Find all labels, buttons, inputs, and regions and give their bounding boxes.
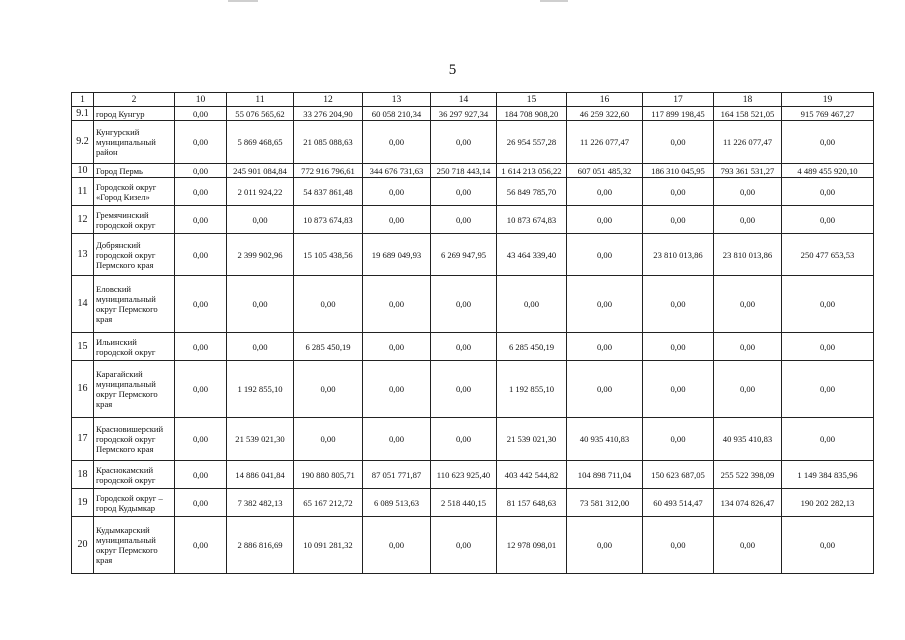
amount-cell: 15 105 438,56 <box>294 234 363 276</box>
amount-cell: 793 361 531,27 <box>714 164 782 178</box>
amount-cell: 0,00 <box>567 517 643 574</box>
page-number: 5 <box>448 62 457 78</box>
amount-cell: 0,00 <box>643 333 714 361</box>
amount-cell: 0,00 <box>175 164 227 178</box>
amount-cell: 6 285 450,19 <box>497 333 567 361</box>
table-row <box>72 517 874 574</box>
amount-cell: 150 623 687,05 <box>643 461 714 489</box>
amount-cell: 54 837 861,48 <box>294 178 363 206</box>
municipality-name-cell: Городской округ – город Кудымкар <box>94 489 175 517</box>
amount-cell: 772 916 796,61 <box>294 164 363 178</box>
amount-cell: 0,00 <box>643 121 714 164</box>
table-row <box>72 107 874 121</box>
column-header: 19 <box>782 93 874 107</box>
amount-cell: 0,00 <box>782 418 874 461</box>
amount-cell: 255 522 398,09 <box>714 461 782 489</box>
amount-cell: 1 614 213 056,22 <box>497 164 567 178</box>
amount-cell: 117 899 198,45 <box>643 107 714 121</box>
amount-cell: 6 089 513,63 <box>363 489 431 517</box>
amount-cell: 0,00 <box>782 333 874 361</box>
amount-cell: 0,00 <box>643 418 714 461</box>
municipality-name-cell: Добрянский городской округ Пермского края <box>94 234 175 276</box>
amount-cell: 0,00 <box>431 276 497 333</box>
row-number-cell: 16 <box>72 361 94 418</box>
amount-cell: 0,00 <box>175 361 227 418</box>
amount-cell: 0,00 <box>567 234 643 276</box>
amount-cell: 0,00 <box>175 461 227 489</box>
row-number-cell: 9.2 <box>72 121 94 164</box>
municipality-name-cell: Кудымкарский муниципальный округ Пермского края <box>94 517 175 574</box>
amount-cell: 186 310 045,95 <box>643 164 714 178</box>
row-number-cell: 20 <box>72 517 94 574</box>
amount-cell: 0,00 <box>363 178 431 206</box>
column-header: 15 <box>497 93 567 107</box>
amount-cell: 21 539 021,30 <box>497 418 567 461</box>
municipality-name-cell: Гремячинский городской округ <box>94 206 175 234</box>
amount-cell: 0,00 <box>363 361 431 418</box>
amount-cell: 0,00 <box>431 361 497 418</box>
table-row <box>72 178 874 206</box>
municipality-name-cell: Краснокамский городской округ <box>94 461 175 489</box>
amount-cell: 19 689 049,93 <box>363 234 431 276</box>
amount-cell: 0,00 <box>714 517 782 574</box>
amount-cell: 0,00 <box>567 276 643 333</box>
amount-cell: 0,00 <box>567 361 643 418</box>
amount-cell: 43 464 339,40 <box>497 234 567 276</box>
amount-cell: 0,00 <box>643 178 714 206</box>
amount-cell: 40 935 410,83 <box>567 418 643 461</box>
table-row <box>72 418 874 461</box>
amount-cell: 0,00 <box>782 517 874 574</box>
amount-cell: 4 489 455 920,10 <box>782 164 874 178</box>
amount-cell: 12 978 098,01 <box>497 517 567 574</box>
budget-table <box>71 92 874 574</box>
table-row <box>72 461 874 489</box>
amount-cell: 0,00 <box>643 206 714 234</box>
amount-cell: 0,00 <box>567 206 643 234</box>
amount-cell: 0,00 <box>714 361 782 418</box>
amount-cell: 250 718 443,14 <box>431 164 497 178</box>
amount-cell: 0,00 <box>643 361 714 418</box>
amount-cell: 0,00 <box>363 418 431 461</box>
amount-cell: 0,00 <box>431 206 497 234</box>
column-header: 14 <box>431 93 497 107</box>
amount-cell: 56 849 785,70 <box>497 178 567 206</box>
municipality-name-cell: Еловский муниципальный округ Пермского края <box>94 276 175 333</box>
amount-cell: 2 399 902,96 <box>227 234 294 276</box>
row-number-cell: 18 <box>72 461 94 489</box>
row-number-cell: 15 <box>72 333 94 361</box>
amount-cell: 0,00 <box>175 121 227 164</box>
amount-cell: 0,00 <box>227 276 294 333</box>
amount-cell: 0,00 <box>363 276 431 333</box>
column-header: 16 <box>567 93 643 107</box>
amount-cell: 190 880 805,71 <box>294 461 363 489</box>
amount-cell: 55 076 565,62 <box>227 107 294 121</box>
amount-cell: 0,00 <box>175 489 227 517</box>
amount-cell: 33 276 204,90 <box>294 107 363 121</box>
amount-cell: 0,00 <box>294 276 363 333</box>
table-row <box>72 121 874 164</box>
amount-cell: 11 226 077,47 <box>567 121 643 164</box>
amount-cell: 65 167 212,72 <box>294 489 363 517</box>
amount-cell: 0,00 <box>714 178 782 206</box>
amount-cell: 6 269 947,95 <box>431 234 497 276</box>
column-header: 18 <box>714 93 782 107</box>
column-header: 12 <box>294 93 363 107</box>
amount-cell: 110 623 925,40 <box>431 461 497 489</box>
amount-cell: 1 149 384 835,96 <box>782 461 874 489</box>
amount-cell: 0,00 <box>782 178 874 206</box>
column-header: 11 <box>227 93 294 107</box>
column-header: 1 <box>72 93 94 107</box>
amount-cell: 60 493 514,47 <box>643 489 714 517</box>
amount-cell: 46 259 322,60 <box>567 107 643 121</box>
amount-cell: 0,00 <box>643 276 714 333</box>
amount-cell: 0,00 <box>782 121 874 164</box>
amount-cell: 73 581 312,00 <box>567 489 643 517</box>
amount-cell: 245 901 084,84 <box>227 164 294 178</box>
row-number-cell: 17 <box>72 418 94 461</box>
amount-cell: 0,00 <box>175 517 227 574</box>
row-number-cell: 12 <box>72 206 94 234</box>
column-header: 13 <box>363 93 431 107</box>
amount-cell: 0,00 <box>363 121 431 164</box>
amount-cell: 0,00 <box>175 178 227 206</box>
amount-cell: 0,00 <box>782 276 874 333</box>
amount-cell: 0,00 <box>431 178 497 206</box>
amount-cell: 184 708 908,20 <box>497 107 567 121</box>
amount-cell: 23 810 013,86 <box>643 234 714 276</box>
amount-cell: 0,00 <box>567 333 643 361</box>
amount-cell: 7 382 482,13 <box>227 489 294 517</box>
table-row <box>72 206 874 234</box>
municipality-name-cell: Карагайский муниципальный округ Пермского края <box>94 361 175 418</box>
amount-cell: 2 886 816,69 <box>227 517 294 574</box>
amount-cell: 0,00 <box>782 206 874 234</box>
amount-cell: 0,00 <box>175 206 227 234</box>
amount-cell: 21 539 021,30 <box>227 418 294 461</box>
amount-cell: 0,00 <box>363 517 431 574</box>
amount-cell: 0,00 <box>363 333 431 361</box>
row-number-cell: 13 <box>72 234 94 276</box>
amount-cell: 0,00 <box>175 276 227 333</box>
amount-cell: 40 935 410,83 <box>714 418 782 461</box>
amount-cell: 0,00 <box>294 418 363 461</box>
table-row <box>72 333 874 361</box>
amount-cell: 0,00 <box>175 234 227 276</box>
column-header: 2 <box>94 93 175 107</box>
municipality-name-cell: город Кунгур <box>94 107 175 121</box>
scan-edge-mark-left <box>228 0 258 2</box>
amount-cell: 0,00 <box>431 418 497 461</box>
amount-cell: 36 297 927,34 <box>431 107 497 121</box>
amount-cell: 11 226 077,47 <box>714 121 782 164</box>
amount-cell: 0,00 <box>567 178 643 206</box>
amount-cell: 21 085 088,63 <box>294 121 363 164</box>
amount-cell: 0,00 <box>431 517 497 574</box>
amount-cell: 0,00 <box>175 333 227 361</box>
amount-cell: 6 285 450,19 <box>294 333 363 361</box>
amount-cell: 0,00 <box>175 418 227 461</box>
amount-cell: 0,00 <box>497 276 567 333</box>
amount-cell: 0,00 <box>363 206 431 234</box>
amount-cell: 0,00 <box>227 206 294 234</box>
row-number-cell: 14 <box>72 276 94 333</box>
amount-cell: 10 091 281,32 <box>294 517 363 574</box>
amount-cell: 915 769 467,27 <box>782 107 874 121</box>
amount-cell: 23 810 013,86 <box>714 234 782 276</box>
amount-cell: 0,00 <box>782 361 874 418</box>
table-row <box>72 276 874 333</box>
header-row <box>72 93 874 107</box>
amount-cell: 0,00 <box>227 333 294 361</box>
amount-cell: 5 869 468,65 <box>227 121 294 164</box>
amount-cell: 0,00 <box>431 121 497 164</box>
amount-cell: 0,00 <box>714 276 782 333</box>
amount-cell: 403 442 544,82 <box>497 461 567 489</box>
municipality-name-cell: Городской округ «Город Кизел» <box>94 178 175 206</box>
amount-cell: 87 051 771,87 <box>363 461 431 489</box>
amount-cell: 0,00 <box>643 517 714 574</box>
amount-cell: 60 058 210,34 <box>363 107 431 121</box>
scan-edge-mark-right <box>540 0 568 2</box>
row-number-cell: 11 <box>72 178 94 206</box>
table-row <box>72 164 874 178</box>
amount-cell: 1 192 855,10 <box>497 361 567 418</box>
amount-cell: 2 011 924,22 <box>227 178 294 206</box>
municipality-name-cell: Город Пермь <box>94 164 175 178</box>
municipality-name-cell: Красновишерский городской округ Пермского края <box>94 418 175 461</box>
table-row <box>72 489 874 517</box>
amount-cell: 10 873 674,83 <box>497 206 567 234</box>
table-row <box>72 361 874 418</box>
row-number-cell: 19 <box>72 489 94 517</box>
column-header: 17 <box>643 93 714 107</box>
amount-cell: 0,00 <box>175 107 227 121</box>
amount-cell: 0,00 <box>714 333 782 361</box>
amount-cell: 2 518 440,15 <box>431 489 497 517</box>
amount-cell: 14 886 041,84 <box>227 461 294 489</box>
municipality-name-cell: Кунгурский муниципальный район <box>94 121 175 164</box>
amount-cell: 0,00 <box>431 333 497 361</box>
amount-cell: 164 158 521,05 <box>714 107 782 121</box>
amount-cell: 1 192 855,10 <box>227 361 294 418</box>
amount-cell: 607 051 485,32 <box>567 164 643 178</box>
amount-cell: 26 954 557,28 <box>497 121 567 164</box>
amount-cell: 134 074 826,47 <box>714 489 782 517</box>
amount-cell: 81 157 648,63 <box>497 489 567 517</box>
column-header: 10 <box>175 93 227 107</box>
amount-cell: 104 898 711,04 <box>567 461 643 489</box>
amount-cell: 344 676 731,63 <box>363 164 431 178</box>
amount-cell: 0,00 <box>714 206 782 234</box>
row-number-cell: 9.1 <box>72 107 94 121</box>
municipality-name-cell: Ильинский городской округ <box>94 333 175 361</box>
amount-cell: 190 202 282,13 <box>782 489 874 517</box>
amount-cell: 10 873 674,83 <box>294 206 363 234</box>
row-number-cell: 10 <box>72 164 94 178</box>
amount-cell: 0,00 <box>294 361 363 418</box>
table-row <box>72 234 874 276</box>
amount-cell: 250 477 653,53 <box>782 234 874 276</box>
